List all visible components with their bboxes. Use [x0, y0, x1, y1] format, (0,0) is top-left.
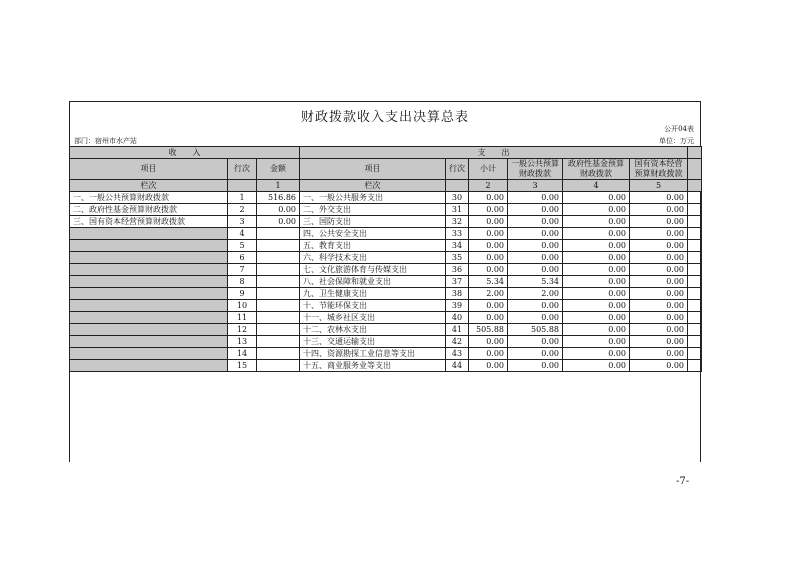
gov-fund-cell: 0.00 — [563, 324, 630, 336]
expense-item-cell: 十、节能环保支出 — [300, 300, 446, 312]
state-capital-cell: 0.00 — [630, 324, 688, 336]
subtotal-cell: 0.00 — [469, 192, 508, 204]
header-gov-fund: 政府性基金预算财政拨款 — [563, 159, 630, 180]
general-budget-cell: 0.00 — [508, 360, 563, 372]
income-line-no-cell: 4 — [228, 228, 257, 240]
income-item-cell — [70, 312, 228, 324]
table-row — [70, 288, 702, 300]
expense-item-cell: 八、社会保障和就业支出 — [300, 276, 446, 288]
expense-item-cell: 七、文化旅游体育与传媒支出 — [300, 264, 446, 276]
state-capital-cell: 0.00 — [630, 192, 688, 204]
scroll-gutter — [688, 324, 702, 336]
gov-fund-cell: 0.00 — [563, 216, 630, 228]
income-line-no-cell: 1 — [228, 192, 257, 204]
subtotal-cell: 0.00 — [469, 252, 508, 264]
table-row — [70, 192, 702, 204]
income-band: 收 入 — [70, 147, 300, 159]
table-row — [70, 348, 702, 360]
scroll-gutter — [688, 204, 702, 216]
income-line-no-cell: 5 — [228, 240, 257, 252]
income-line-no-cell: 12 — [228, 324, 257, 336]
income-item-cell — [70, 252, 228, 264]
empty-cell — [446, 180, 469, 192]
header-line-no-expense: 行次 — [446, 159, 469, 180]
scroll-gutter — [688, 264, 702, 276]
header-item-expense: 项目 — [300, 159, 446, 180]
state-capital-cell: 0.00 — [630, 300, 688, 312]
general-budget-cell: 5.34 — [508, 276, 563, 288]
expense-line-no-cell: 35 — [446, 252, 469, 264]
income-amount-cell — [257, 228, 300, 240]
gov-fund-cell: 0.00 — [563, 264, 630, 276]
expense-item-cell: 二、外交支出 — [300, 204, 446, 216]
subtotal-cell: 0.00 — [469, 360, 508, 372]
subtotal-cell: 0.00 — [469, 312, 508, 324]
gov-fund-cell: 0.00 — [563, 252, 630, 264]
expense-band: 支 出 — [300, 147, 688, 159]
state-capital-cell: 0.00 — [630, 204, 688, 216]
state-capital-cell: 0.00 — [630, 216, 688, 228]
document-frame — [69, 101, 701, 462]
scroll-gutter — [688, 252, 702, 264]
scroll-gutter — [688, 360, 702, 372]
general-budget-cell: 2.00 — [508, 288, 563, 300]
income-amount-cell: 516.86 — [257, 192, 300, 204]
table-row — [70, 240, 702, 252]
income-line-no-cell: 8 — [228, 276, 257, 288]
general-budget-cell: 0.00 — [508, 240, 563, 252]
expense-line-no-cell: 43 — [446, 348, 469, 360]
col-index-4: 4 — [563, 180, 630, 192]
expense-line-no-cell: 37 — [446, 276, 469, 288]
income-line-no-cell: 15 — [228, 360, 257, 372]
state-capital-cell: 0.00 — [630, 240, 688, 252]
expense-item-cell: 三、国防支出 — [300, 216, 446, 228]
expense-line-no-cell: 36 — [446, 264, 469, 276]
state-capital-cell: 0.00 — [630, 288, 688, 300]
income-line-no-cell: 9 — [228, 288, 257, 300]
column-label-expense: 栏次 — [300, 180, 446, 192]
subtotal-cell: 0.00 — [469, 264, 508, 276]
income-item-cell — [70, 300, 228, 312]
income-amount-cell: 0.00 — [257, 216, 300, 228]
expense-item-cell: 四、公共安全支出 — [300, 228, 446, 240]
state-capital-cell: 0.00 — [630, 228, 688, 240]
column-header-row — [70, 159, 702, 180]
income-line-no-cell: 14 — [228, 348, 257, 360]
expense-item-cell: 十三、交通运输支出 — [300, 336, 446, 348]
general-budget-cell: 0.00 — [508, 264, 563, 276]
income-amount-cell — [257, 312, 300, 324]
income-item-cell — [70, 288, 228, 300]
expense-item-cell: 十二、农林水支出 — [300, 324, 446, 336]
income-line-no-cell: 7 — [228, 264, 257, 276]
income-line-no-cell: 13 — [228, 336, 257, 348]
income-item-cell — [70, 240, 228, 252]
scroll-gutter — [688, 276, 702, 288]
general-budget-cell: 0.00 — [508, 312, 563, 324]
unit-label: 单位：万元 — [659, 137, 694, 145]
subtotal-cell: 505.88 — [469, 324, 508, 336]
income-amount-cell — [257, 360, 300, 372]
income-amount-cell — [257, 264, 300, 276]
subtotal-cell: 0.00 — [469, 204, 508, 216]
header-state-capital: 国有资本经营预算财政拨款 — [630, 159, 688, 180]
income-amount-cell — [257, 324, 300, 336]
scroll-gutter — [688, 159, 702, 180]
income-amount-cell: 0.00 — [257, 204, 300, 216]
general-budget-cell: 0.00 — [508, 348, 563, 360]
subtotal-cell: 0.00 — [469, 240, 508, 252]
subtotal-cell: 0.00 — [469, 300, 508, 312]
general-budget-cell: 0.00 — [508, 192, 563, 204]
general-budget-cell: 505.88 — [508, 324, 563, 336]
income-amount-cell — [257, 288, 300, 300]
income-item-cell: 三、国有资本经营预算财政拨款 — [70, 216, 228, 228]
general-budget-cell: 0.00 — [508, 216, 563, 228]
expense-line-no-cell: 41 — [446, 324, 469, 336]
document-title: 财政拨款收入支出决算总表 — [300, 110, 469, 125]
col-index-5: 5 — [630, 180, 688, 192]
col-index-3: 3 — [508, 180, 563, 192]
income-item-cell: 二、政府性基金预算财政拨款 — [70, 204, 228, 216]
general-budget-cell: 0.00 — [508, 336, 563, 348]
table-row — [70, 204, 702, 216]
gov-fund-cell: 0.00 — [563, 312, 630, 324]
scroll-gutter — [688, 312, 702, 324]
gov-fund-cell: 0.00 — [563, 336, 630, 348]
header-subtotal: 小计 — [469, 159, 508, 180]
page-number: -7- — [676, 476, 690, 487]
table-row — [70, 336, 702, 348]
income-item-cell — [70, 324, 228, 336]
scroll-gutter — [688, 192, 702, 204]
expense-line-no-cell: 32 — [446, 216, 469, 228]
general-budget-cell: 0.00 — [508, 204, 563, 216]
expense-item-cell: 十一、城乡社区支出 — [300, 312, 446, 324]
scroll-gutter — [688, 147, 702, 159]
expense-line-no-cell: 33 — [446, 228, 469, 240]
col-index-2: 2 — [469, 180, 508, 192]
income-amount-cell — [257, 336, 300, 348]
form-code: 公开04表 — [664, 125, 694, 133]
income-line-no-cell: 3 — [228, 216, 257, 228]
subtotal-cell: 0.00 — [469, 228, 508, 240]
state-capital-cell: 0.00 — [630, 312, 688, 324]
gov-fund-cell: 0.00 — [563, 360, 630, 372]
section-band-row — [70, 147, 702, 159]
expense-item-cell: 十四、资源勘探工业信息等支出 — [300, 348, 446, 360]
col-index-1: 1 — [257, 180, 300, 192]
table-row — [70, 360, 702, 372]
expense-line-no-cell: 40 — [446, 312, 469, 324]
scroll-gutter — [688, 348, 702, 360]
table-row — [70, 312, 702, 324]
income-amount-cell — [257, 252, 300, 264]
subtotal-cell: 2.00 — [469, 288, 508, 300]
state-capital-cell: 0.00 — [630, 336, 688, 348]
scroll-gutter — [688, 216, 702, 228]
scroll-gutter — [688, 300, 702, 312]
gov-fund-cell: 0.00 — [563, 192, 630, 204]
gov-fund-cell: 0.00 — [563, 300, 630, 312]
empty-cell — [228, 180, 257, 192]
scroll-gutter — [688, 288, 702, 300]
gov-fund-cell: 0.00 — [563, 204, 630, 216]
expense-line-no-cell: 42 — [446, 336, 469, 348]
income-amount-cell — [257, 300, 300, 312]
general-budget-cell: 0.00 — [508, 252, 563, 264]
expense-line-no-cell: 44 — [446, 360, 469, 372]
subtotal-cell: 0.00 — [469, 216, 508, 228]
gov-fund-cell: 0.00 — [563, 228, 630, 240]
income-amount-cell — [257, 276, 300, 288]
column-label: 栏次 — [70, 180, 228, 192]
header-amount: 金额 — [257, 159, 300, 180]
subtotal-cell: 5.34 — [469, 276, 508, 288]
header-item: 项目 — [70, 159, 228, 180]
state-capital-cell: 0.00 — [630, 348, 688, 360]
gov-fund-cell: 0.00 — [563, 276, 630, 288]
department-label: 部门：宿州市水产站 — [74, 137, 137, 145]
expense-line-no-cell: 38 — [446, 288, 469, 300]
table-row — [70, 252, 702, 264]
budget-table — [69, 146, 702, 372]
income-line-no-cell: 11 — [228, 312, 257, 324]
income-amount-cell — [257, 240, 300, 252]
income-amount-cell — [257, 348, 300, 360]
subtotal-cell: 0.00 — [469, 348, 508, 360]
expense-item-cell: 五、教育支出 — [300, 240, 446, 252]
scroll-gutter — [688, 228, 702, 240]
state-capital-cell: 0.00 — [630, 252, 688, 264]
state-capital-cell: 0.00 — [630, 276, 688, 288]
income-item-cell — [70, 276, 228, 288]
income-item-cell — [70, 336, 228, 348]
income-line-no-cell: 10 — [228, 300, 257, 312]
income-line-no-cell: 6 — [228, 252, 257, 264]
expense-line-no-cell: 34 — [446, 240, 469, 252]
state-capital-cell: 0.00 — [630, 360, 688, 372]
gov-fund-cell: 0.00 — [563, 288, 630, 300]
income-item-cell — [70, 348, 228, 360]
table-row — [70, 300, 702, 312]
table-row — [70, 228, 702, 240]
scroll-gutter — [688, 336, 702, 348]
table-row — [70, 276, 702, 288]
column-index-row — [70, 180, 702, 192]
expense-item-cell: 六、科学技术支出 — [300, 252, 446, 264]
income-item-cell — [70, 228, 228, 240]
expense-item-cell: 一、一般公共服务支出 — [300, 192, 446, 204]
income-item-cell: 一、一般公共预算财政拨款 — [70, 192, 228, 204]
gov-fund-cell: 0.00 — [563, 240, 630, 252]
expense-item-cell: 九、卫生健康支出 — [300, 288, 446, 300]
state-capital-cell: 0.00 — [630, 264, 688, 276]
table-row — [70, 264, 702, 276]
general-budget-cell: 0.00 — [508, 228, 563, 240]
gov-fund-cell: 0.00 — [563, 348, 630, 360]
header-line-no: 行次 — [228, 159, 257, 180]
table-row — [70, 324, 702, 336]
header-general-budget: 一般公共预算财政拨款 — [508, 159, 563, 180]
expense-line-no-cell: 31 — [446, 204, 469, 216]
expense-line-no-cell: 30 — [446, 192, 469, 204]
scroll-gutter — [688, 240, 702, 252]
scroll-gutter — [688, 180, 702, 192]
subtotal-cell: 0.00 — [469, 336, 508, 348]
table-row — [70, 216, 702, 228]
income-line-no-cell: 2 — [228, 204, 257, 216]
general-budget-cell: 0.00 — [508, 300, 563, 312]
income-item-cell — [70, 360, 228, 372]
expense-item-cell: 十五、商业服务业等支出 — [300, 360, 446, 372]
income-item-cell — [70, 264, 228, 276]
expense-line-no-cell: 39 — [446, 300, 469, 312]
